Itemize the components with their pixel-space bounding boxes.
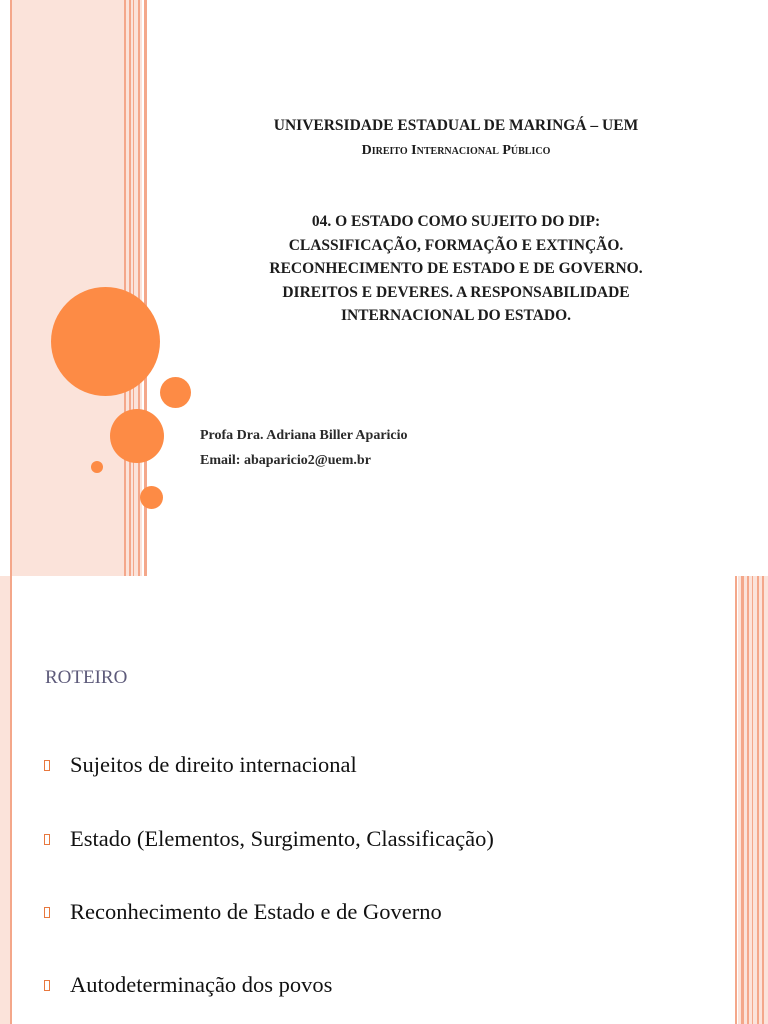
right-stripe	[741, 576, 744, 1024]
left-stripe	[10, 576, 12, 1024]
left-stripe	[133, 0, 134, 576]
topic-line: RECONHECIMENTO DE ESTADO E DE GOVERNO.	[269, 260, 643, 278]
decorative-circle	[91, 461, 103, 473]
right-stripe	[735, 576, 737, 1024]
left-stripe	[124, 0, 126, 576]
left-stripe	[138, 0, 140, 576]
topic-line: INTERNACIONAL DO ESTADO.	[340, 307, 572, 325]
bullet-icon	[44, 980, 50, 991]
right-stripe	[752, 576, 753, 1024]
topic-title	[196, 210, 716, 328]
university-title: UNIVERSIDADE ESTADUAL DE MARINGÁ – UEM	[273, 117, 639, 134]
agenda-heading: ROTEIRO	[45, 667, 128, 688]
author-name: Profa Dra. Adriana Biller Aparicio	[200, 428, 408, 443]
bullet-icon	[44, 834, 50, 845]
decorative-circle	[160, 377, 191, 408]
list-item: Reconhecimento de Estado e de Governo	[70, 899, 442, 925]
left-decorative-band	[10, 0, 142, 576]
topic-line: DIREITOS E DEVERES. A RESPONSABILIDADE	[282, 283, 630, 301]
right-stripe	[757, 576, 759, 1024]
topic-line: CLASSIFICAÇÃO, FORMAÇÃO E EXTINÇÃO.	[288, 236, 624, 254]
bullet-icon	[44, 907, 50, 918]
decorative-circle	[110, 409, 164, 463]
course-subtitle: Direito Internacional Público	[361, 143, 551, 158]
list-item: Autodeterminação dos povos	[70, 972, 332, 998]
decorative-circle	[140, 486, 163, 509]
decorative-circle	[51, 287, 160, 396]
author-email: Email: abaparicio2@uem.br	[200, 453, 371, 468]
right-stripe	[747, 576, 749, 1024]
list-item: Sujeitos de direito internacional	[70, 752, 357, 778]
right-stripe	[762, 576, 764, 1024]
left-stripe	[129, 0, 131, 576]
bullet-icon	[44, 760, 50, 771]
left-decorative-band	[0, 576, 10, 1024]
topic-line: 04. O ESTADO COMO SUJEITO DO DIP:	[311, 213, 601, 230]
left-stripe	[10, 0, 12, 576]
agenda-slide	[0, 576, 768, 1024]
list-item: Estado (Elementos, Surgimento, Classificação)	[70, 826, 494, 852]
